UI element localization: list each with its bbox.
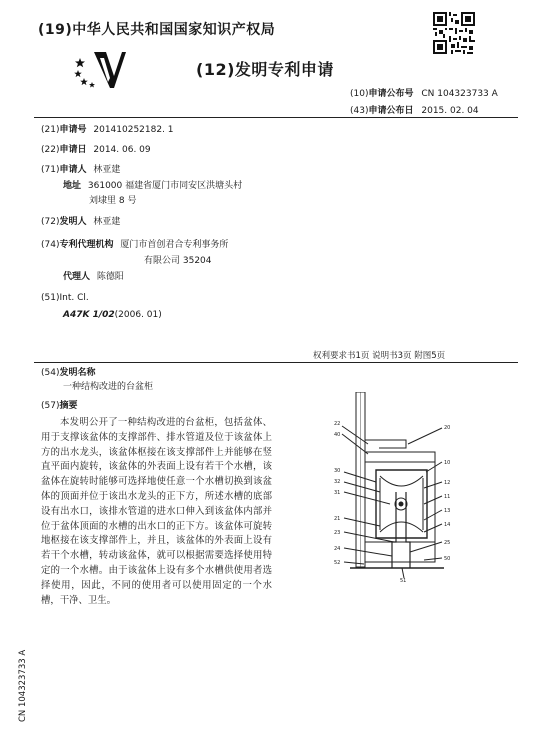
abstract-label: 摘要 <box>59 401 78 411</box>
office-code: (19) <box>38 22 73 38</box>
int-cl-code: (51) <box>41 293 60 303</box>
figure-label: 25 <box>444 540 451 546</box>
figure-label: 13 <box>444 508 451 514</box>
invention-title-row <box>41 366 96 380</box>
pub-date-label: 申请公布日 <box>368 106 414 116</box>
doc-kind-name: 发明专利申请 <box>234 60 334 79</box>
agent-value: 陈德阳 <box>96 272 124 282</box>
side-publication-number: CN 104323733 A <box>18 649 28 722</box>
figure-label: 23 <box>334 530 341 536</box>
figure-label: 22 <box>334 421 341 427</box>
figure-label: 20 <box>444 425 451 431</box>
figure-label: 10 <box>444 460 451 466</box>
application-date-row <box>41 143 151 157</box>
agent-label: 代理人 <box>63 272 91 282</box>
title-label: 发明名称 <box>59 368 96 378</box>
figure-label: 51 <box>400 578 407 582</box>
publication-date-row <box>350 103 479 116</box>
figure-label: 21 <box>334 516 341 522</box>
ipc-row <box>63 308 162 322</box>
figure-label: 40 <box>334 432 341 438</box>
patent-office-emblem-icon <box>70 48 130 94</box>
app-no-value: 201410252182. 1 <box>93 125 174 135</box>
figure-label: 32 <box>334 479 341 485</box>
pub-date-code: (43) <box>350 106 369 116</box>
figure-label: 52 <box>334 560 341 566</box>
app-date-value: 2014. 06. 09 <box>93 145 151 155</box>
address-row <box>63 179 242 193</box>
application-number-row <box>41 123 174 137</box>
title-code: (54) <box>41 368 60 378</box>
agency-code: (74) <box>41 240 60 250</box>
abstract-drawing <box>284 392 484 582</box>
inventor-value: 林亚建 <box>93 217 121 227</box>
publication-number-row <box>350 86 498 99</box>
applicant-code: (71) <box>41 165 60 175</box>
figure-label: 24 <box>334 546 341 552</box>
invention-title: 一种结构改进的台盆柜 <box>63 382 154 392</box>
app-no-label: 申请号 <box>59 125 87 135</box>
int-cl-label: Int. Cl. <box>59 293 89 303</box>
pub-number-code: (10) <box>350 89 369 99</box>
agency-row <box>41 238 228 252</box>
figure-label: 50 <box>444 556 451 562</box>
app-no-code: (21) <box>41 125 60 135</box>
agency-label: 专利代理机构 <box>59 240 114 250</box>
document-kind <box>196 57 334 80</box>
ipc-class: A47K 1/02 <box>63 310 115 320</box>
agent-row <box>63 270 124 284</box>
abstract-code: (57) <box>41 401 60 411</box>
figure-label: 30 <box>334 468 341 474</box>
header-divider <box>34 117 518 118</box>
address-line1: 361000 福建省厦门市同安区洪塘头村 <box>87 181 243 191</box>
body-divider <box>34 362 518 363</box>
page-counts: 权利要求书1页 说明书3页 附图5页 <box>313 351 446 361</box>
app-date-label: 申请日 <box>59 145 87 155</box>
applicant-row <box>41 163 120 177</box>
office-name <box>38 19 275 39</box>
doc-kind-code: (12) <box>196 60 235 79</box>
figure-label: 12 <box>444 480 451 486</box>
ipc-version: (2006. 01) <box>114 310 162 320</box>
agency-line2: 有限公司 35204 <box>144 256 212 266</box>
int-cl-row <box>41 291 89 305</box>
inventor-code: (72) <box>41 217 60 227</box>
figure-label: 31 <box>334 490 341 496</box>
pub-date-value: 2015. 02. 04 <box>421 106 479 116</box>
inventor-label: 发明人 <box>59 217 87 227</box>
office-name-text: 中华人民共和国国家知识产权局 <box>72 22 276 38</box>
agency-line1: 厦门市首创君合专利事务所 <box>120 240 229 250</box>
inventor-row <box>41 215 120 229</box>
address-label: 地址 <box>63 181 82 191</box>
app-date-code: (22) <box>41 145 60 155</box>
address-line2: 刘埭里 8 号 <box>89 196 137 206</box>
qr-code-icon <box>433 12 475 54</box>
abstract-text: 本发明公开了一种结构改进的台盆柜，包括盆体、用于支撑该盆体的支撑部件、排水管道及位于该盆体上方的出水龙头，该盆体枢接在该支撑部件上并能够在竖直平面内旋转，该盆体的外表面上设有若干个水槽，该盆体在旋转时能够可选择地使任意一个水槽切换到该盆体的顶面并位于该出水龙头的正下方，所述水槽的底部设有出水口，该排水管道的进水口伸入到该盆体内部并位于盆体顶面的水槽的出水口的正下方。该盆体可旋转地枢接在该支撑部件上，并且，该盆体的外表面上设有若干个水槽，转动该盆体，就可以根据需要选择使用特定的一个水槽。由于该盆体上设有多个水槽供使用者选择使用，因此，不同的使用者可以使用固定的一个水槽，干净、卫生。 <box>41 417 272 606</box>
figure-label: 11 <box>444 494 451 500</box>
applicant-label: 申请人 <box>59 165 87 175</box>
figure-label: 14 <box>444 522 451 528</box>
applicant-value: 林亚建 <box>93 165 121 175</box>
abstract-heading <box>41 399 78 413</box>
pub-number-label: 申请公布号 <box>368 89 414 99</box>
pub-number-value: CN 104323733 A <box>421 89 498 99</box>
